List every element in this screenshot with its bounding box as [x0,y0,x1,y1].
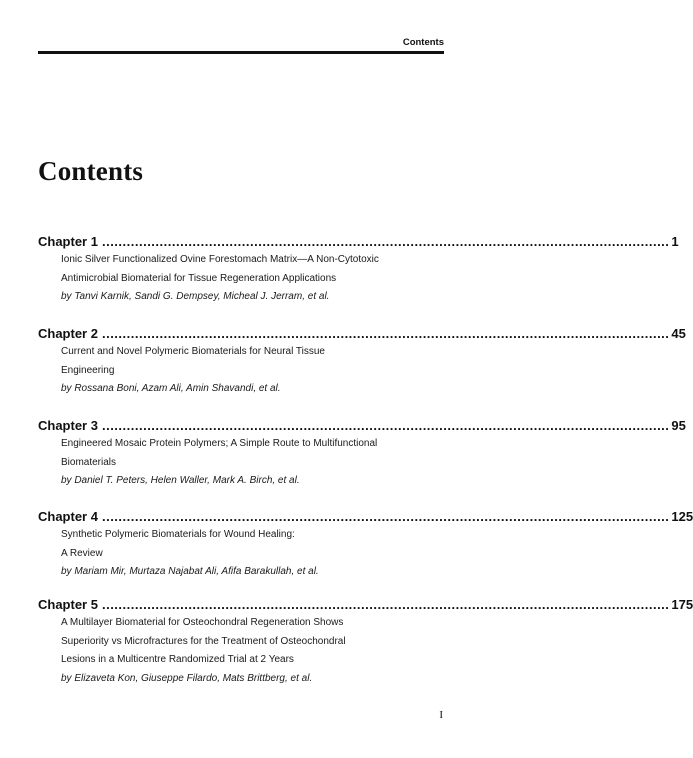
chapter-title-line: Lesions in a Multicentre Randomized Trial at 2 Years [61,654,294,665]
chapter-heading [38,597,693,614]
chapter-label: Chapter 3 [38,418,98,433]
chapter-heading [38,234,679,251]
chapter-label: Chapter 1 [38,234,98,249]
chapter-title-line: A Review [61,547,103,559]
chapter-details [61,526,444,582]
header-rule [38,51,444,54]
chapter-label: Chapter 4 [38,509,98,524]
chapter-authors: by Elizaveta Kon, Giuseppe Filardo, Mats Brittberg, et al. [61,672,313,684]
chapter-label: Chapter 5 [38,597,98,612]
dot-leader: .......................................................................................................................................... [101,326,670,341]
dot-leader: .......................................................................................................................................... [101,597,670,612]
chapter-details [61,343,444,399]
dot-leader: .......................................................................................................................................... [101,509,670,524]
chapter-authors: by Tanvi Karnik, Sandi G. Dempsey, Micheal J. Jerram, et al. [61,291,330,302]
chapter-authors: by Daniel T. Peters, Helen Waller, Mark A. Birch, et al. [61,475,300,486]
chapter-authors: by Rossana Boni, Azam Ali, Amin Shavandi, et al. [61,383,281,394]
chapter-title-line: A Multilayer Biomaterial for Osteochondral Regeneration Shows [61,617,344,628]
chapter-heading [38,326,686,343]
toc-entry-chapter-5[interactable] [38,597,693,688]
chapter-details [61,251,444,307]
chapter-details [61,614,444,688]
toc-entry-chapter-1[interactable] [38,234,679,307]
toc-entry-chapter-4[interactable] [38,509,693,582]
chapter-heading [38,418,686,435]
running-head: Contents [402,37,444,48]
chapter-title-line: Ionic Silver Functionalized Ovine Forestomach Matrix—A Non-Cytotoxic [61,254,379,265]
page-title: Contents [38,156,144,186]
chapter-page-number[interactable]: 175 [671,597,693,612]
chapter-authors: by Mariam Mir, Murtaza Najabat Ali, Afifa Barakullah, et al. [61,566,319,577]
chapter-title-line: Engineered Mosaic Protein Polymers; A Simple Route to Multifunctional [61,438,378,449]
chapter-title-line: Superiority vs Microfractures for the Treatment of Osteochondral [61,635,346,647]
page-folio: I [439,709,443,721]
chapter-title-line: Current and Novel Polymeric Biomaterials for Neural Tissue [61,346,325,357]
chapter-title-line: Engineering [61,364,115,376]
toc-entry-chapter-2[interactable] [38,326,686,399]
dot-leader: .......................................................................................................................................... [101,418,670,433]
chapter-page-number[interactable]: 125 [671,509,693,524]
dot-leader: .......................................................................................................................................... [101,234,670,249]
chapter-details [61,435,444,491]
chapter-title-line: Synthetic Polymeric Biomaterials for Wound Healing: [61,529,295,540]
chapter-title-line: Biomaterials [61,456,117,468]
toc-entry-chapter-3[interactable] [38,418,686,491]
chapter-heading [38,509,693,526]
chapter-page-number[interactable]: 95 [671,418,686,433]
chapter-page-number[interactable]: 1 [671,234,679,249]
chapter-label: Chapter 2 [38,326,98,341]
chapter-title-line: Antimicrobial Biomaterial for Tissue Regeneration Applications [61,272,337,284]
chapter-page-number[interactable]: 45 [671,326,686,341]
